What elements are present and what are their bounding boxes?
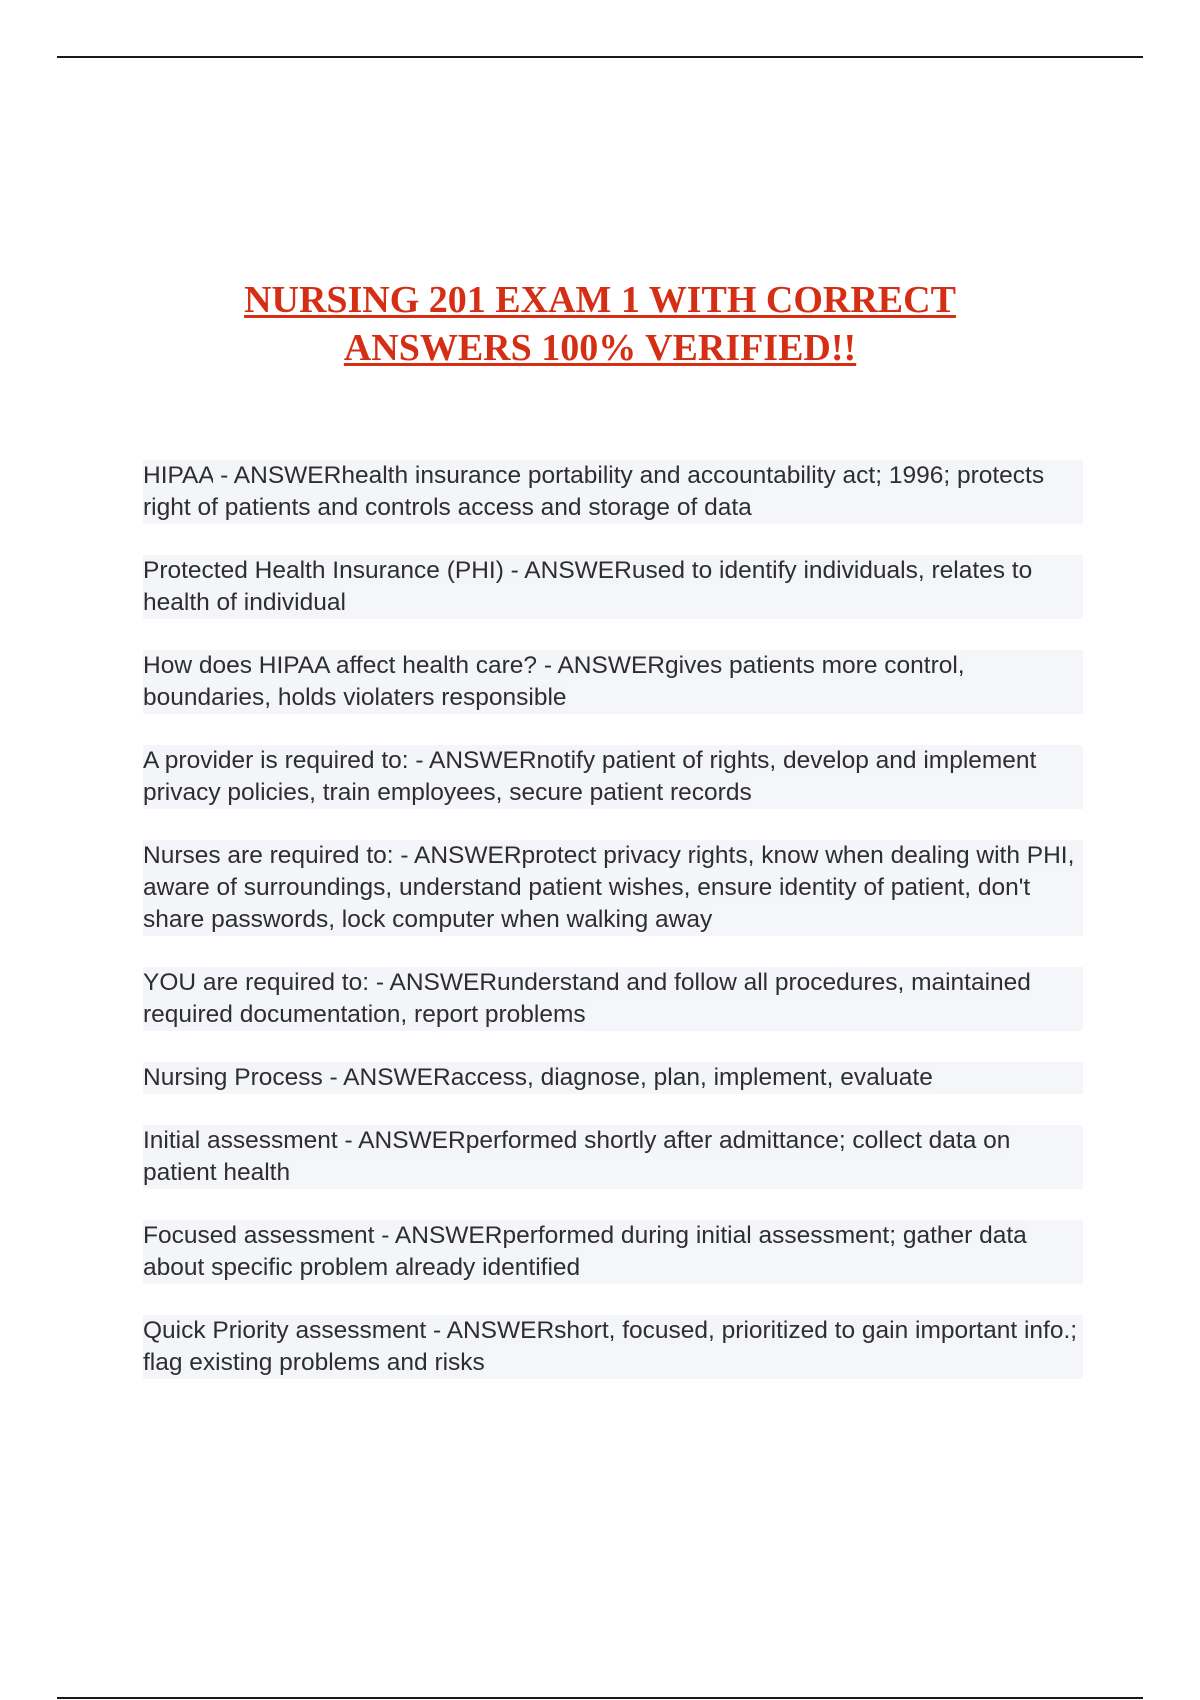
qa-separator: - bbox=[213, 462, 234, 489]
qa-term: Nursing Process bbox=[143, 1064, 323, 1091]
answer-label: ANSWER bbox=[446, 1317, 555, 1344]
qa-separator: - bbox=[408, 747, 429, 774]
qa-answer: understand and follow all procedures, maintained required documentation, report problems bbox=[143, 969, 1031, 1028]
qa-item-hipaa bbox=[143, 460, 1083, 524]
document-title bbox=[0, 276, 1200, 372]
qa-item-nursing-process bbox=[143, 1062, 1083, 1094]
qa-term: HIPAA bbox=[143, 462, 214, 489]
qa-answer: protect privacy rights, know when dealing with PHI, aware of surroundings, understand patient wishes, ensure identity of patient, don't share passwords, lock computer when walking away bbox=[143, 842, 1075, 933]
answer-label: ANSWER bbox=[394, 1222, 503, 1249]
qa-separator: - bbox=[369, 969, 390, 996]
answer-label: ANSWER bbox=[524, 557, 632, 584]
qa-separator: - bbox=[337, 1127, 359, 1154]
qa-term: Quick Priority assessment bbox=[143, 1317, 427, 1344]
top-rule bbox=[57, 56, 1143, 58]
answer-label: ANSWER bbox=[343, 1064, 451, 1091]
bottom-rule bbox=[57, 1697, 1143, 1699]
qa-list bbox=[143, 460, 1083, 1410]
qa-term: Protected Health Insurance (PHI) bbox=[143, 557, 504, 584]
qa-separator: - bbox=[393, 842, 414, 869]
qa-answer: short, focused, prioritized to gain important info.; flag existing problems and risks bbox=[143, 1317, 1078, 1376]
qa-term: Initial assessment bbox=[143, 1127, 338, 1154]
qa-separator: - bbox=[322, 1064, 344, 1091]
answer-label: ANSWER bbox=[414, 842, 522, 869]
answer-label: ANSWER bbox=[389, 969, 498, 996]
qa-term: A provider is required to: bbox=[143, 747, 409, 774]
qa-separator: - bbox=[503, 557, 525, 584]
qa-item-focused-assessment bbox=[143, 1220, 1083, 1284]
answer-label: ANSWER bbox=[557, 652, 666, 679]
qa-term: How does HIPAA affect health care? bbox=[143, 652, 538, 679]
qa-answer: gives patients more control, boundaries, holds violaters responsible bbox=[143, 652, 965, 711]
qa-item-provider bbox=[143, 745, 1083, 809]
qa-answer: performed shortly after admittance; collect data on patient health bbox=[143, 1127, 1011, 1186]
qa-term: Nurses are required to: bbox=[143, 842, 394, 869]
answer-label: ANSWER bbox=[428, 747, 537, 774]
qa-separator: - bbox=[374, 1222, 395, 1249]
qa-item-nurses bbox=[143, 840, 1083, 936]
qa-separator: - bbox=[426, 1317, 447, 1344]
qa-answer: used to identify individuals, relates to health of individual bbox=[143, 557, 1033, 616]
qa-answer: notify patient of rights, develop and implement privacy policies, train employees, secure patient records bbox=[143, 747, 1037, 806]
answer-label: ANSWER bbox=[233, 462, 342, 489]
answer-label: ANSWER bbox=[358, 1127, 466, 1154]
qa-term: Focused assessment bbox=[143, 1222, 375, 1249]
qa-answer: performed during initial assessment; gather data about specific problem already identified bbox=[143, 1222, 1027, 1281]
qa-item-you bbox=[143, 967, 1083, 1031]
qa-separator: - bbox=[537, 652, 558, 679]
title-line-2: ANSWERS 100% VERIFIED!! bbox=[343, 327, 857, 369]
qa-item-initial-assessment bbox=[143, 1125, 1083, 1189]
qa-term: YOU are required to: bbox=[143, 969, 370, 996]
title-line-1: NURSING 201 EXAM 1 WITH CORRECT bbox=[244, 279, 956, 321]
qa-answer: access, diagnose, plan, implement, evaluate bbox=[450, 1064, 933, 1091]
qa-item-hipaa-effect bbox=[143, 650, 1083, 714]
qa-item-phi bbox=[143, 555, 1083, 619]
qa-answer: health insurance portability and accountability act; 1996; protects right of patients and controls access and storage of data bbox=[143, 462, 1045, 521]
qa-item-quick-priority-assessment bbox=[143, 1315, 1083, 1379]
